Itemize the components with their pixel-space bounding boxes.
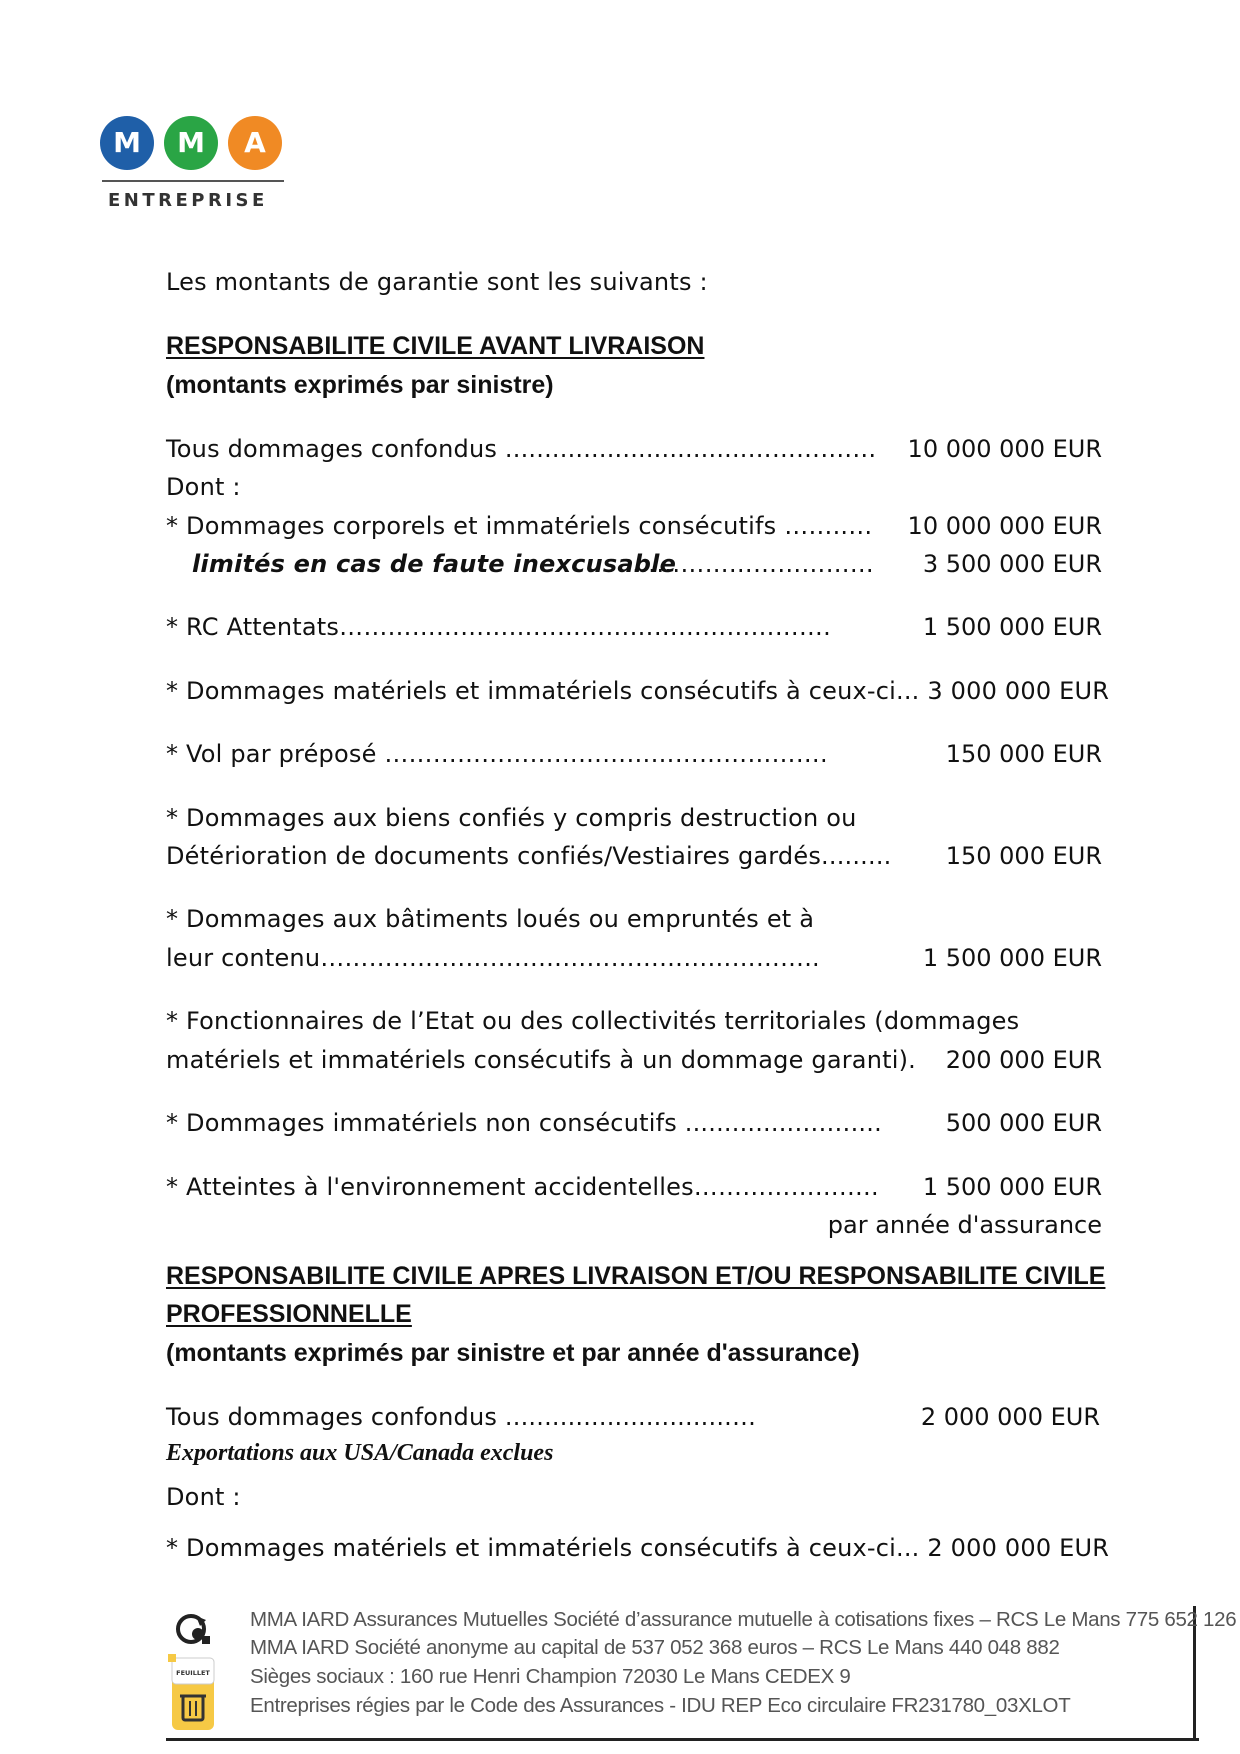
- row-amount-batiments: 1 500 000 EUR: [922, 944, 1102, 972]
- footer-border-bottom: [166, 1738, 1199, 1741]
- footer-line-2: MMA IARD Société anonyme au capital de 537 052 368 euros – RCS Le Mans 440 048 882: [250, 1636, 1060, 1659]
- row-label-corporels: * Dommages corporels et immatériels consécutifs ……..…: [166, 512, 873, 540]
- row-label-biens-confies: * Dommages aux biens confiés y compris destruction ou: [166, 804, 857, 832]
- section1-heading: RESPONSABILITE CIVILE AVANT LIVRAISON: [166, 332, 705, 360]
- row-amount-biens-confies: 150 000 EUR: [945, 842, 1102, 870]
- row-label-environnement: * Atteintes à l'environnement accidentelles……………….….: [166, 1173, 879, 1201]
- row-amount-vol-prepose: 150 000 EUR: [945, 740, 1102, 768]
- row2-note-exportations: Exportations aux USA/Canada exclues: [166, 1440, 554, 1466]
- row-label-batiments-2: leur contenu……………………………………………………..: [166, 944, 820, 972]
- row-label-immateriels-non-consecutifs: * Dommages immatériels non consécutifs ..............….…....: [166, 1109, 882, 1137]
- footer: [166, 1606, 1237, 1738]
- row-label-tous-dommages: Tous dommages confondus ...............................………….…: [166, 435, 877, 463]
- section2-subheading: (montants exprimés par sinistre et par année d'assurance): [166, 1339, 860, 1367]
- recycle-icon: [174, 1612, 212, 1646]
- row2-label-materiels: * Dommages matériels et immatériels consécutifs à ceux-ci... 2 000 000 EUR: [166, 1534, 1110, 1562]
- row-amount-immateriels-non-consecutifs: 500 000 EUR: [945, 1109, 1102, 1137]
- row-label-fonctionnaires: * Fonctionnaires de l’Etat ou des collectivités territoriales (dommages: [166, 1007, 1020, 1035]
- row2-label-tous-dommages: Tous dommages confondus .............................…: [166, 1403, 757, 1431]
- row2-label-dont: Dont :: [166, 1483, 241, 1511]
- row2-amount-tous-dommages: 2 000 000 EUR: [920, 1403, 1100, 1431]
- logo-divider: [102, 180, 284, 182]
- row-amount-corporels: 10 000 000 EUR: [907, 512, 1102, 540]
- row-amount-environnement: 1 500 000 EUR: [922, 1173, 1102, 1201]
- row-label-materiels: * Dommages matériels et immatériels consécutifs à ceux-ci... 3 000 000 EUR: [166, 677, 1110, 705]
- row-label-biens-confies-2: Détérioration de documents confiés/Vestiaires gardés.........: [166, 842, 892, 870]
- feuillet-label: FEUILLET: [176, 1669, 210, 1677]
- row-amount-tous-dommages: 10 000 000 EUR: [907, 435, 1102, 463]
- intro-text: Les montants de garantie sont les suivants :: [166, 268, 708, 296]
- row-amount-fonctionnaires: 200 000 EUR: [945, 1046, 1102, 1074]
- row-label-rc-attentats: * RC Attentats…………………………………………………….: [166, 613, 831, 641]
- row-dots-faute-inexcusable: …………………………: [632, 550, 874, 578]
- logo-m-green: M: [164, 116, 218, 170]
- section2-heading: RESPONSABILITE CIVILE APRES LIVRAISON ET/OU RESPONSABILITE CIVILE: [166, 1262, 1106, 1290]
- row-note-annee-assurance: par année d'assurance: [827, 1211, 1102, 1239]
- mma-entreprise-logo: [100, 110, 290, 220]
- logo-m-blue: M: [100, 116, 154, 170]
- footer-line-4: Entreprises régies par le Code des Assurances - IDU REP Eco circulaire FR231780_03XLOT: [250, 1694, 1071, 1717]
- row-label-vol-prepose: * Vol par préposé ……………………………………………….: [166, 740, 828, 768]
- section2-heading-line2: PROFESSIONNELLE: [166, 1300, 412, 1328]
- row-label-faute-inexcusable: limités en cas de faute inexcusable: [192, 550, 677, 578]
- row-label-fonctionnaires-2: matériels et immatériels consécutifs à un dommage garanti).: [166, 1046, 916, 1074]
- feuillet-bin-icon: [168, 1654, 218, 1732]
- footer-line-3: Sièges sociaux : 160 rue Henri Champion 72030 Le Mans CEDEX 9: [250, 1665, 851, 1688]
- row-label-dont: Dont :: [166, 473, 241, 501]
- row-amount-faute-inexcusable: 3 500 000 EUR: [922, 550, 1102, 578]
- section1-subheading: (montants exprimés par sinistre): [166, 371, 554, 399]
- logo-a-orange: A: [228, 116, 282, 170]
- footer-line-1: MMA IARD Assurances Mutuelles Société d’assurance mutuelle à cotisations fixes – RCS Le Mans 775 652 126: [250, 1608, 1237, 1631]
- logo-wordmark: ENTREPRISE: [108, 190, 268, 211]
- row-label-batiments: * Dommages aux bâtiments loués ou empruntés et à: [166, 905, 815, 933]
- row-amount-rc-attentats: 1 500 000 EUR: [922, 613, 1102, 641]
